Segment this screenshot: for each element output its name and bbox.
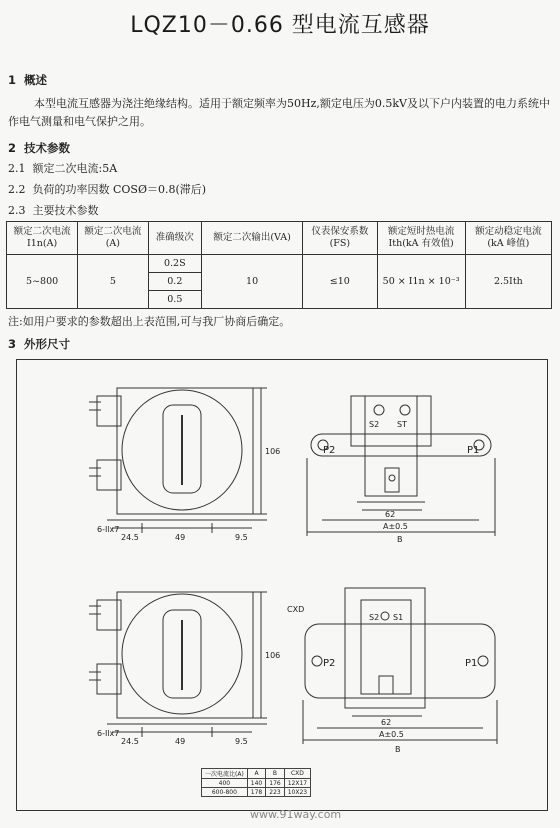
- cell-fs: ≤10: [303, 255, 377, 309]
- dims-header-a: A: [247, 769, 265, 779]
- col-header-fs: 仪表保安系数 (FS): [303, 222, 377, 255]
- side-view-1: [307, 396, 495, 536]
- d2-p1: P1: [467, 445, 480, 456]
- dims-cell: 178: [247, 788, 265, 797]
- d4-w62: 62: [381, 718, 392, 727]
- d3-dim-b: 49: [175, 737, 186, 746]
- d4-s1: S1: [393, 613, 404, 622]
- dims-table: [201, 768, 311, 797]
- cell-output: 10: [202, 255, 303, 309]
- col-header-primary: 额定二次电流 I1n(A): [7, 222, 78, 255]
- cell-ith: 50 × I1n × 10⁻³: [377, 255, 465, 309]
- front-view-2: [89, 592, 267, 737]
- spec-table: [6, 221, 552, 309]
- page-title: LQZ10－0.66 型电流互感器: [130, 13, 430, 38]
- col-header-output: 额定二次输出(VA): [202, 222, 303, 255]
- section-2-heading: 2 技术参数: [8, 141, 71, 155]
- front-view-1: [89, 388, 267, 533]
- dims-cell: 12X17: [284, 779, 310, 788]
- d4-s2: S2: [369, 613, 380, 622]
- d2-s1: ST: [397, 420, 407, 429]
- cell-primary: 5~800: [7, 255, 78, 309]
- dims-cell: 400: [202, 779, 248, 788]
- d4-cxd: CXD: [287, 605, 305, 614]
- d2-w62: 62: [385, 510, 396, 519]
- overview-paragraph: 本型电流互感器为浇注绝缘结构。适用于额定频率为50Hz,额定电压为0.5kV及以下户内装置的电力系统中作电气测量和电气保护之用。: [8, 97, 550, 128]
- col-header-accuracy: 准确级次: [148, 222, 202, 255]
- cell-accuracy-2: 0.2: [148, 273, 202, 291]
- d2-b: B: [397, 535, 403, 544]
- d1-height: 106: [265, 447, 281, 456]
- dims-cell: 176: [266, 779, 284, 788]
- cell-dynamic: 2.5Ith: [465, 255, 551, 309]
- d4-p1: P1: [465, 658, 478, 669]
- col-header-ith: 额定短时热电流 Ith(kA 有效值): [377, 222, 465, 255]
- dims-header-ratio: 一次电流比(A): [202, 769, 248, 779]
- d3-dim-c: 9.5: [235, 737, 248, 746]
- dimension-drawings: [17, 360, 547, 810]
- item-2-1: 2.1 额定二次电流:5A: [8, 162, 118, 175]
- d4-b: B: [395, 745, 401, 754]
- section-1-heading: 1 概述: [8, 73, 48, 87]
- cell-accuracy-1: 0.2S: [148, 255, 202, 273]
- d3-height: 106: [265, 651, 281, 660]
- cell-secondary: 5: [78, 255, 148, 309]
- dims-header-cxd: CXD: [284, 769, 310, 779]
- col-header-dynamic: 额定动稳定电流 (kA 峰值): [465, 222, 551, 255]
- watermark: www.91way.com: [250, 808, 342, 821]
- cell-accuracy-3: 0.5: [148, 291, 202, 309]
- col-header-secondary: 额定二次电流 (A): [78, 222, 148, 255]
- item-2-3: 2.3 主要技术参数: [8, 204, 99, 217]
- drawing-frame: [16, 359, 548, 811]
- d2-s2: S2: [369, 420, 380, 429]
- d4-p2: P2: [323, 658, 336, 669]
- d2-a: A±0.5: [383, 522, 408, 531]
- d4-a: A±0.5: [379, 730, 404, 739]
- item-2-2: 2.2 负荷的功率因数 COSØ＝0.8(滞后): [8, 183, 207, 196]
- note: 注:如用户要求的参数超出上表范围,可与我厂协商后确定。: [8, 315, 291, 328]
- d1-dim-b: 49: [175, 533, 186, 542]
- d3-holes-label: 6-Ilx7: [97, 729, 120, 738]
- d3-dim-a: 24.5: [121, 737, 139, 746]
- d1-dim-c: 9.5: [235, 533, 248, 542]
- dims-cell: 10X23: [284, 788, 310, 797]
- d2-p2: P2: [323, 445, 336, 456]
- d1-dim-a: 24.5: [121, 533, 139, 542]
- dims-header-b: B: [266, 769, 284, 779]
- d1-holes-label: 6-Ilx7: [97, 525, 120, 534]
- dims-cell: 223: [266, 788, 284, 797]
- dims-cell: 600-800: [202, 788, 248, 797]
- section-3-heading: 3 外形尺寸: [8, 337, 71, 351]
- dims-cell: 140: [247, 779, 265, 788]
